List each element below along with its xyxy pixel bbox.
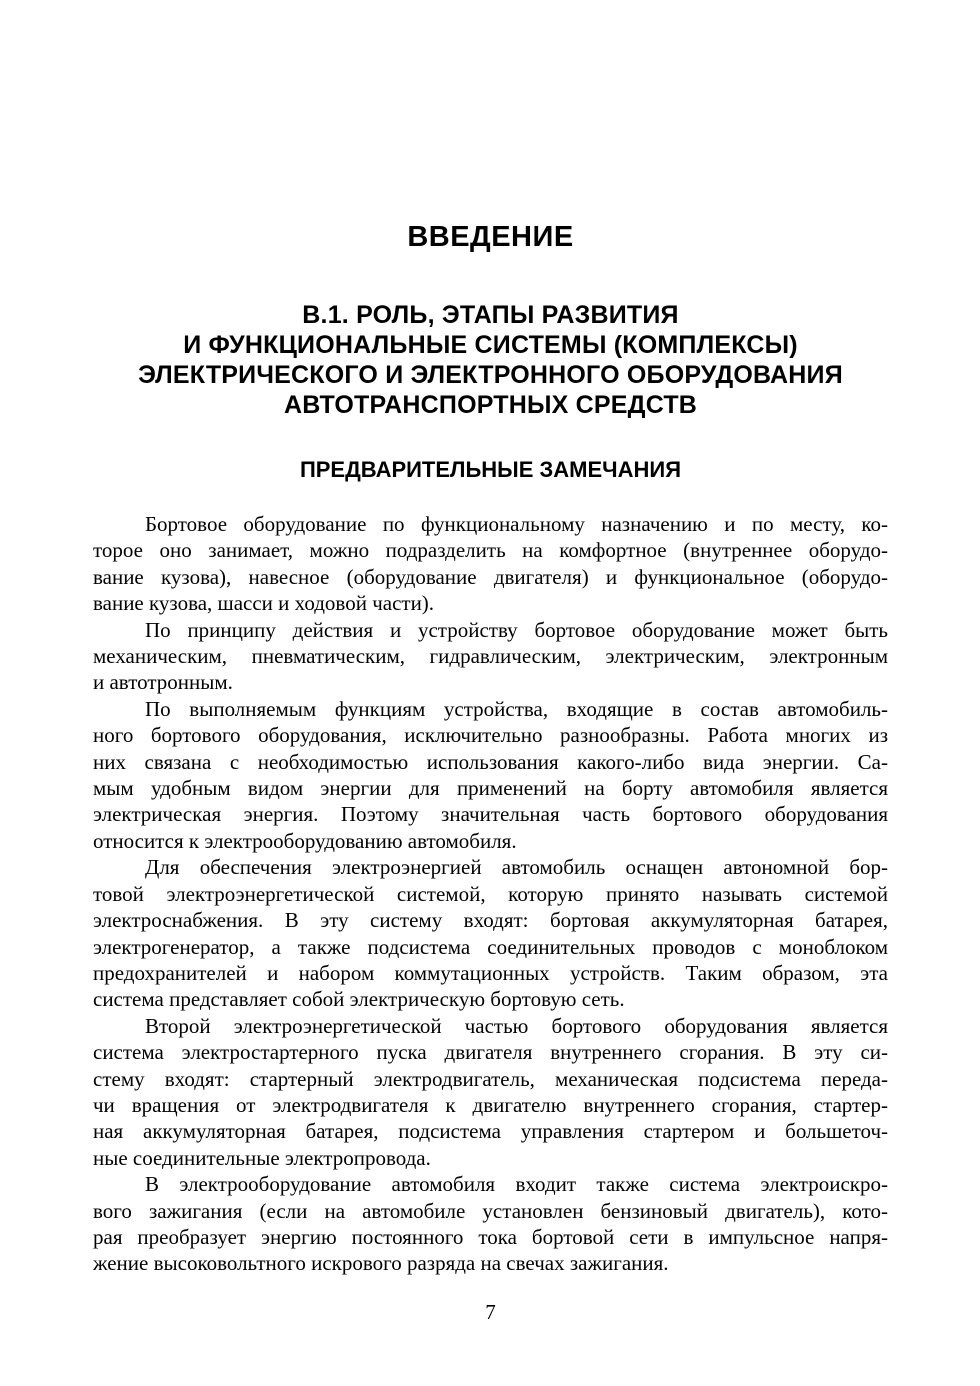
text-line: вание кузова, шасси и ходовой части). xyxy=(93,591,435,616)
heading-line: ЭЛЕКТРИЧЕСКОГО И ЭЛЕКТРОННОГО ОБОРУДОВАНИЯ xyxy=(138,361,843,389)
body-text xyxy=(93,511,888,1277)
text-line: ного бортового оборудования, исключительно разнообразны. Работа многих из xyxy=(93,723,888,748)
section-heading xyxy=(93,300,888,420)
heading-line: АВТОТРАНСПОРТНЫХ СРЕДСТВ xyxy=(283,391,698,419)
text-line: вание кузова), навесное (оборудование двигателя) и функциональное (оборудо- xyxy=(93,564,888,589)
text-line: предохранителей и набором коммутационных устройств. Таким образом, эта xyxy=(93,960,888,985)
text-line: система электростартерного пуска двигателя внутреннего сгорания. В эту си- xyxy=(93,1040,888,1065)
text-line: система представляет собой электрическую бортовую сеть. xyxy=(93,987,625,1012)
text-line: Для обеспечения электроэнергией автомобиль оснащен автономной бор- xyxy=(145,855,888,880)
paragraph xyxy=(93,617,888,696)
heading-line: В.1. РОЛЬ, ЭТАПЫ РАЗВИТИЯ xyxy=(302,301,679,329)
text-line: мым удобным видом энергии для применений на борту автомобиля является xyxy=(93,776,888,801)
text-line: ные соединительные электропровода. xyxy=(93,1145,431,1170)
text-line: товой электроэнергетической системой, которую принято называть системой xyxy=(93,881,888,906)
paragraph xyxy=(93,1171,888,1277)
text-line: По выполняемым функциям устройства, входящие в состав автомобиль- xyxy=(145,696,888,721)
paragraph xyxy=(93,511,888,617)
text-line: электрическая энергия. Поэтому значительная часть бортового оборудования xyxy=(93,802,888,827)
paragraph xyxy=(93,1013,888,1171)
subsection-heading: ПРЕДВАРИТЕЛЬНЫЕ ЗАМЕЧАНИЯ xyxy=(299,457,682,482)
text-line: торое оно занимает, можно подразделить на комфортное (внутреннее оборудо- xyxy=(93,538,888,563)
text-line: них связана с необходимостью использования какого-либо вида энергии. Са- xyxy=(93,749,888,774)
paragraph xyxy=(93,696,888,854)
text-line: В электрооборудование автомобиля входит также система электроискро- xyxy=(145,1172,888,1197)
text-line: рая преобразует энергию постоянного тока бортовой сети в импульсное напря- xyxy=(93,1224,888,1249)
text-line: чи вращения от электродвигателя к двигателю внутреннего сгорания, стартер- xyxy=(93,1092,888,1117)
text-line: жение высоковольтного искрового разряда на свечах зажигания. xyxy=(93,1251,669,1276)
text-line: электрогенератор, а также подсистема соединительных проводов с моноблоком xyxy=(93,934,888,959)
text-line: электроснабжения. В эту систему входят: бортовая аккумуляторная батарея, xyxy=(93,908,888,933)
text-line: Бортовое оборудование по функциональному назначению и по месту, ко- xyxy=(145,512,888,536)
text-line: вого зажигания (если на автомобиле установлен бензиновый двигатель), кото- xyxy=(93,1198,888,1223)
paragraph xyxy=(93,854,888,1012)
text-line: Второй электроэнергетической частью бортового оборудования является xyxy=(145,1013,888,1038)
text-line: стему входят: стартерный электродвигатель, механическая подсистема переда- xyxy=(93,1066,888,1091)
text-line: относится к электрооборудованию автомобиля. xyxy=(93,828,517,853)
chapter-title: ВВЕДЕНИЕ xyxy=(407,221,574,253)
text-line: По принципу действия и устройству бортовое оборудование может быть xyxy=(145,617,888,642)
page-number: 7 xyxy=(485,1299,496,1324)
text-line: и автотронным. xyxy=(93,670,233,695)
text-line: ная аккумуляторная батарея, подсистема управления стартером и большеточ- xyxy=(93,1119,888,1144)
heading-line: И ФУНКЦИОНАЛЬНЫЕ СИСТЕМЫ (КОМПЛЕКСЫ) xyxy=(183,331,798,359)
text-line: механическим, пневматическим, гидравлическим, электрическим, электронным xyxy=(93,644,888,669)
